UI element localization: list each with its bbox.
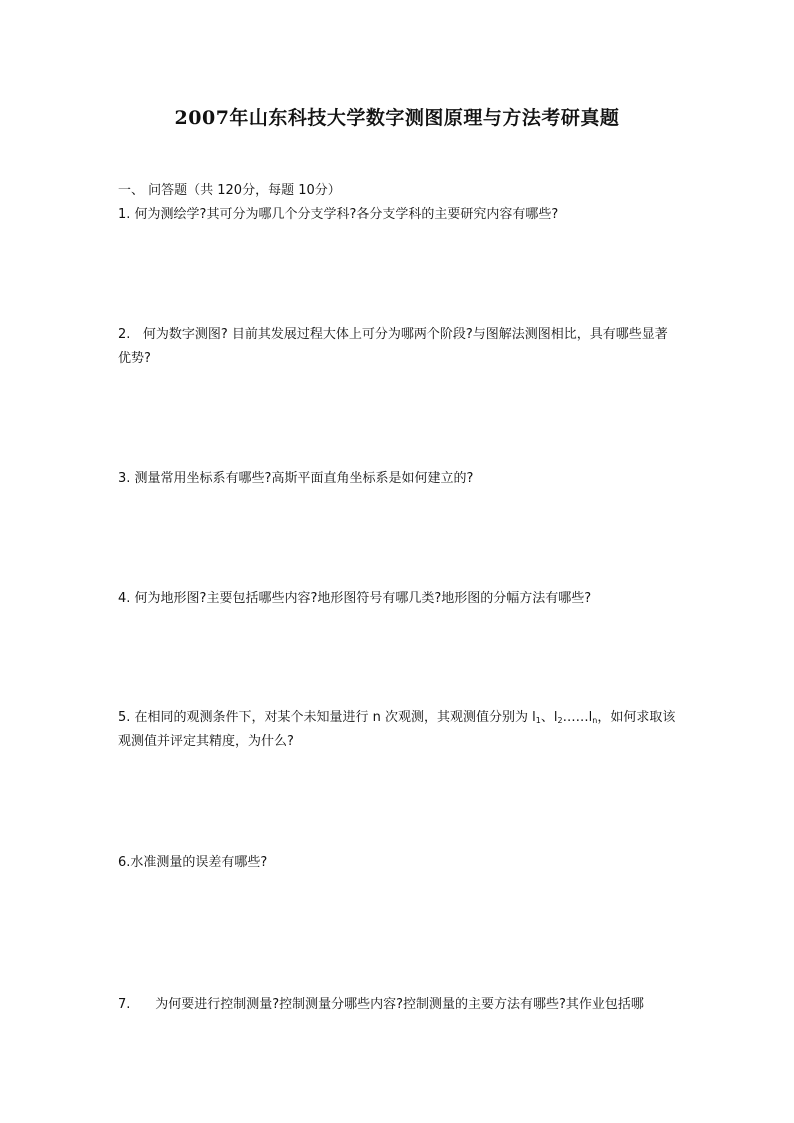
question-number: 5.	[118, 710, 131, 725]
question-2	[118, 323, 678, 371]
subscript-n: n	[592, 716, 598, 725]
question-text: 水准测量的误差有哪些?	[130, 855, 268, 870]
question-text: 何为地形图?主要包括哪些内容?地形图符号有哪几类?地形图的分幅方法有哪些?	[134, 591, 592, 606]
question-number: 6.	[118, 855, 131, 870]
question-number: 2.	[118, 327, 131, 342]
question-text: 何为测绘学?其可分为哪几个分支学科?各分支学科的主要研究内容有哪些?	[134, 207, 559, 222]
subscript-2: 2	[557, 716, 563, 725]
question-4	[118, 587, 678, 611]
question-5	[118, 706, 678, 754]
question-3	[118, 467, 678, 491]
separator: 、l	[540, 710, 558, 725]
question-6	[118, 851, 678, 875]
page-title: 2007年山东科技大学数字测图原理与方法考研真题	[174, 107, 620, 129]
question-number: 3.	[118, 471, 131, 486]
question-text-after: ，如何求取该观测值并评定其精度，为什么?	[118, 710, 676, 749]
question-number: 1.	[118, 207, 131, 222]
question-1	[118, 203, 678, 227]
question-text-before: 在相同的观测条件下，对某个未知量进行 n 次观测，其观测值分别为 l	[134, 710, 536, 725]
ellipsis: ……l	[562, 710, 593, 725]
question-text: 何为数字测图? 目前其发展过程大体上可分为哪两个阶段?与图解法测图相比，具有哪些显著优势?	[118, 327, 668, 366]
subscript-1: 1	[535, 716, 541, 725]
question-number: 4.	[118, 591, 131, 606]
section-heading: 一、 问答题（共 120分，每题 10分）	[118, 183, 341, 198]
question-text: 测量常用坐标系有哪些?高斯平面直角坐标系是如何建立的?	[134, 471, 474, 486]
question-text: 为何要进行控制测量?控制测量分哪些内容?控制测量的主要方法有哪些?其作业包括哪	[155, 997, 644, 1012]
question-number: 7.	[118, 997, 131, 1012]
question-7	[118, 993, 678, 1017]
